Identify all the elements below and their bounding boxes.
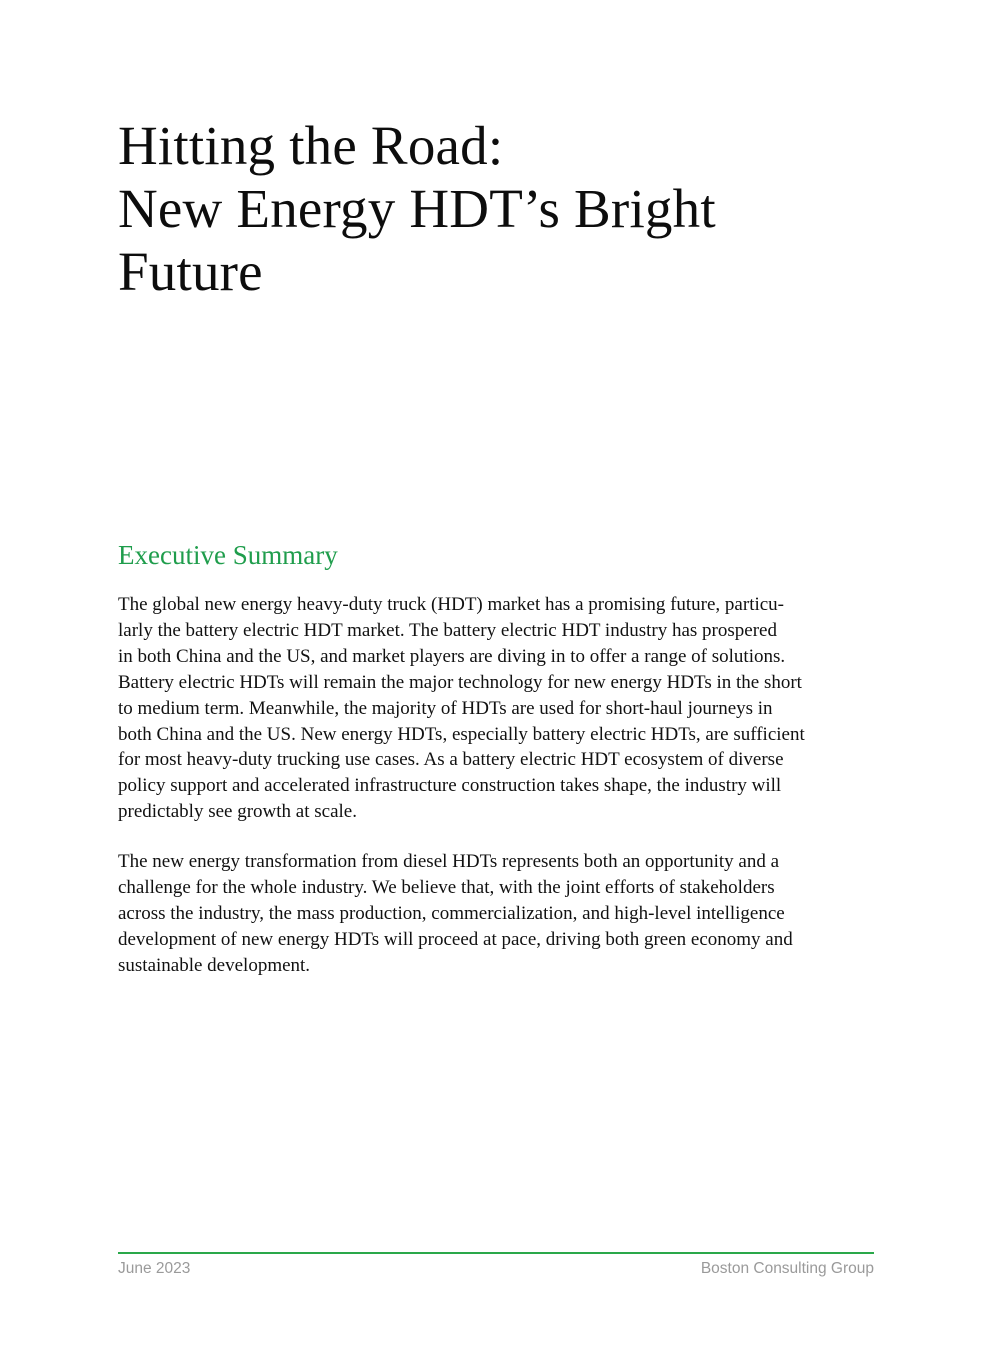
- text-line: sustainable development.: [118, 954, 311, 976]
- text-line: development of new energy HDTs will proceed at pace, driving both green economy and: [118, 928, 793, 950]
- text-line: Battery electric HDTs will remain the major technology for new energy HDTs in the short: [118, 671, 802, 693]
- text-line: across the industry, the mass production, commercialization, and high-level intelligence: [118, 902, 785, 924]
- footer-date: June 2023: [118, 1260, 191, 1277]
- text-line: policy support and accelerated infrastructure construction takes shape, the industry will: [118, 775, 782, 797]
- text-line: The new energy transformation from diesel HDTs represents both an opportunity and a: [118, 851, 780, 872]
- text-line: predictably see growth at scale.: [118, 801, 357, 823]
- text-line: to medium term. Meanwhile, the majority of HDTs are used for short-haul journeys in: [118, 697, 773, 719]
- text-line: in both China and the US, and market players are diving in to offer a range of solutions.: [118, 645, 786, 667]
- summary-paragraph-2: [118, 849, 878, 979]
- summary-paragraph-1: [118, 592, 878, 825]
- text-line: for most heavy-duty trucking use cases. As a battery electric HDT ecosystem of diverse: [118, 749, 784, 771]
- text-line: larly the battery electric HDT market. The battery electric HDT industry has prospered: [118, 619, 777, 641]
- title-line: Hitting the Road:: [118, 115, 504, 176]
- footer-divider: [118, 1252, 874, 1254]
- text-line: The global new energy heavy-duty truck (HDT) market has a promising future, particu-: [118, 594, 785, 615]
- text-line: both China and the US. New energy HDTs, especially battery electric HDTs, are sufficient: [118, 723, 805, 745]
- executive-summary-heading: Executive Summary: [118, 540, 338, 570]
- text-line: challenge for the whole industry. We believe that, with the joint efforts of stakeholders: [118, 876, 775, 898]
- title-line: New Energy HDT’s Bright: [118, 178, 716, 239]
- title-line: Future: [118, 241, 263, 302]
- footer-organization: Boston Consulting Group: [700, 1260, 874, 1277]
- page-title: [118, 114, 878, 303]
